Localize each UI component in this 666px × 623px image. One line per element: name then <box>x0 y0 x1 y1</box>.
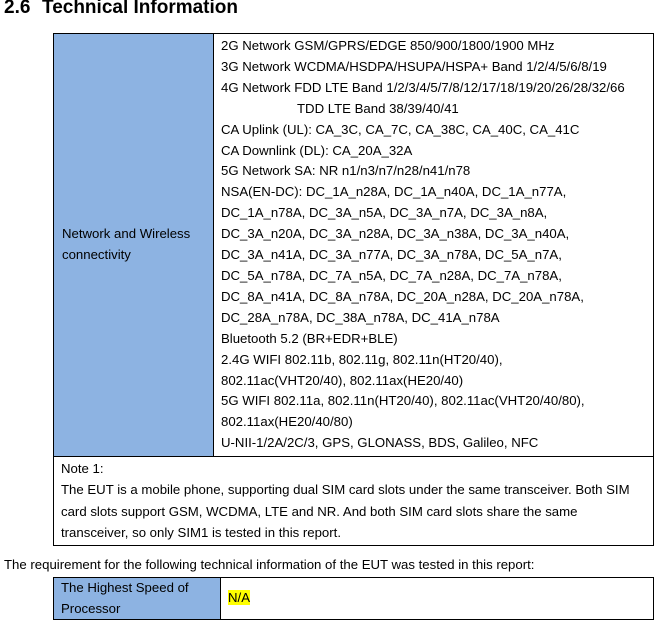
section-title: Technical Information <box>42 0 239 18</box>
spec-line-nsa-7: DC_28A_n78A, DC_38A_n78A, DC_41A_n78A <box>221 309 500 325</box>
spec-line-wifi-24g-1: 2.4G WIFI 802.11b, 802.11g, 802.11n(HT20/40), <box>221 351 503 367</box>
spec-line-nsa-3: DC_3A_n20A, DC_3A_n28A, DC_3A_n38A, DC_3A_n40A, <box>221 226 570 242</box>
spec-line-other: U-NII-1/2A/2C/3, GPS, GLONASS, BDS, Galileo, NFC <box>221 435 539 451</box>
spec-line-bluetooth: Bluetooth 5.2 (BR+EDR+BLE) <box>221 330 398 346</box>
spec-line-nsa-6: DC_8A_n41A, DC_8A_n78A, DC_20A_n28A, DC_20A_n78A, <box>221 288 584 304</box>
section-heading <box>4 0 238 19</box>
note-row <box>54 457 654 546</box>
spec-line-nsa-2: DC_1A_n78A, DC_3A_n5A, DC_3A_n7A, DC_3A_n8A, <box>221 205 548 221</box>
spec-line-2g: 2G Network GSM/GPRS/EDGE 850/900/1800/1900 MHz <box>221 38 555 53</box>
network-row <box>54 34 654 457</box>
spec-line-4g-fdd: 4G Network FDD LTE Band 1/2/3/4/5/7/8/12/17/18/19/20/26/28/32/66 <box>221 79 625 95</box>
network-label-cell: Network and Wireless connectivity <box>54 34 214 457</box>
requirement-paragraph: The requirement for the following technical information of the EUT was tested in this report: <box>4 557 535 572</box>
spec-line-nsa-1: NSA(EN-DC): DC_1A_n28A, DC_1A_n40A, DC_1A_n77A, <box>221 184 567 200</box>
spec-line-wifi-5g-1: 5G WIFI 802.11a, 802.11n(HT20/40), 802.11ac(VHT20/40/80), <box>221 393 585 409</box>
section-number: 2.6 <box>4 0 31 18</box>
spec-line-ca-uplink: CA Uplink (UL): CA_3C, CA_7C, CA_38C, CA_40C, CA_41C <box>221 121 580 137</box>
spec-line-5g-sa: 5G Network SA: NR n1/n3/n7/n28/n41/n78 <box>221 163 471 179</box>
technical-info-table <box>53 33 654 546</box>
processor-speed-value: N/A <box>228 590 250 606</box>
spec-line-nsa-5: DC_5A_n78A, DC_7A_n5A, DC_7A_n28A, DC_7A_n78A, <box>221 267 562 283</box>
spec-line-nsa-4: DC_3A_n41A, DC_3A_n77A, DC_3A_n78A, DC_5A_n7A, <box>221 247 562 263</box>
spec-line-ca-downlink: CA Downlink (DL): CA_20A_32A <box>221 142 413 158</box>
network-specs-cell <box>214 34 654 457</box>
spec-line-wifi-24g-2: 802.11ac(VHT20/40), 802.11ax(HE20/40) <box>221 372 464 388</box>
spec-line-4g-tdd: TDD LTE Band 38/39/40/41 <box>297 100 459 116</box>
spec-line-3g: 3G Network WCDMA/HSDPA/HSUPA/HSPA+ Band 1/2/4/5/6/8/19 <box>221 58 607 74</box>
note-text: The EUT is a mobile phone, supporting dual SIM card slots under the same transceiver. Both SIM card slots support GSM, WCDMA, LTE and NR. And both SIM card slots share the same transceiver, so only SIM1 is tested in this report. <box>61 482 630 540</box>
processor-speed-row <box>54 578 654 620</box>
processor-speed-table <box>53 577 654 620</box>
note-label: Note 1: <box>61 461 104 477</box>
spec-line-wifi-5g-2: 802.11ax(HE20/40/80) <box>221 414 353 430</box>
processor-speed-value-cell <box>221 578 654 620</box>
processor-speed-label: The Highest Speed of Processor <box>54 578 221 620</box>
note-cell <box>54 457 654 546</box>
